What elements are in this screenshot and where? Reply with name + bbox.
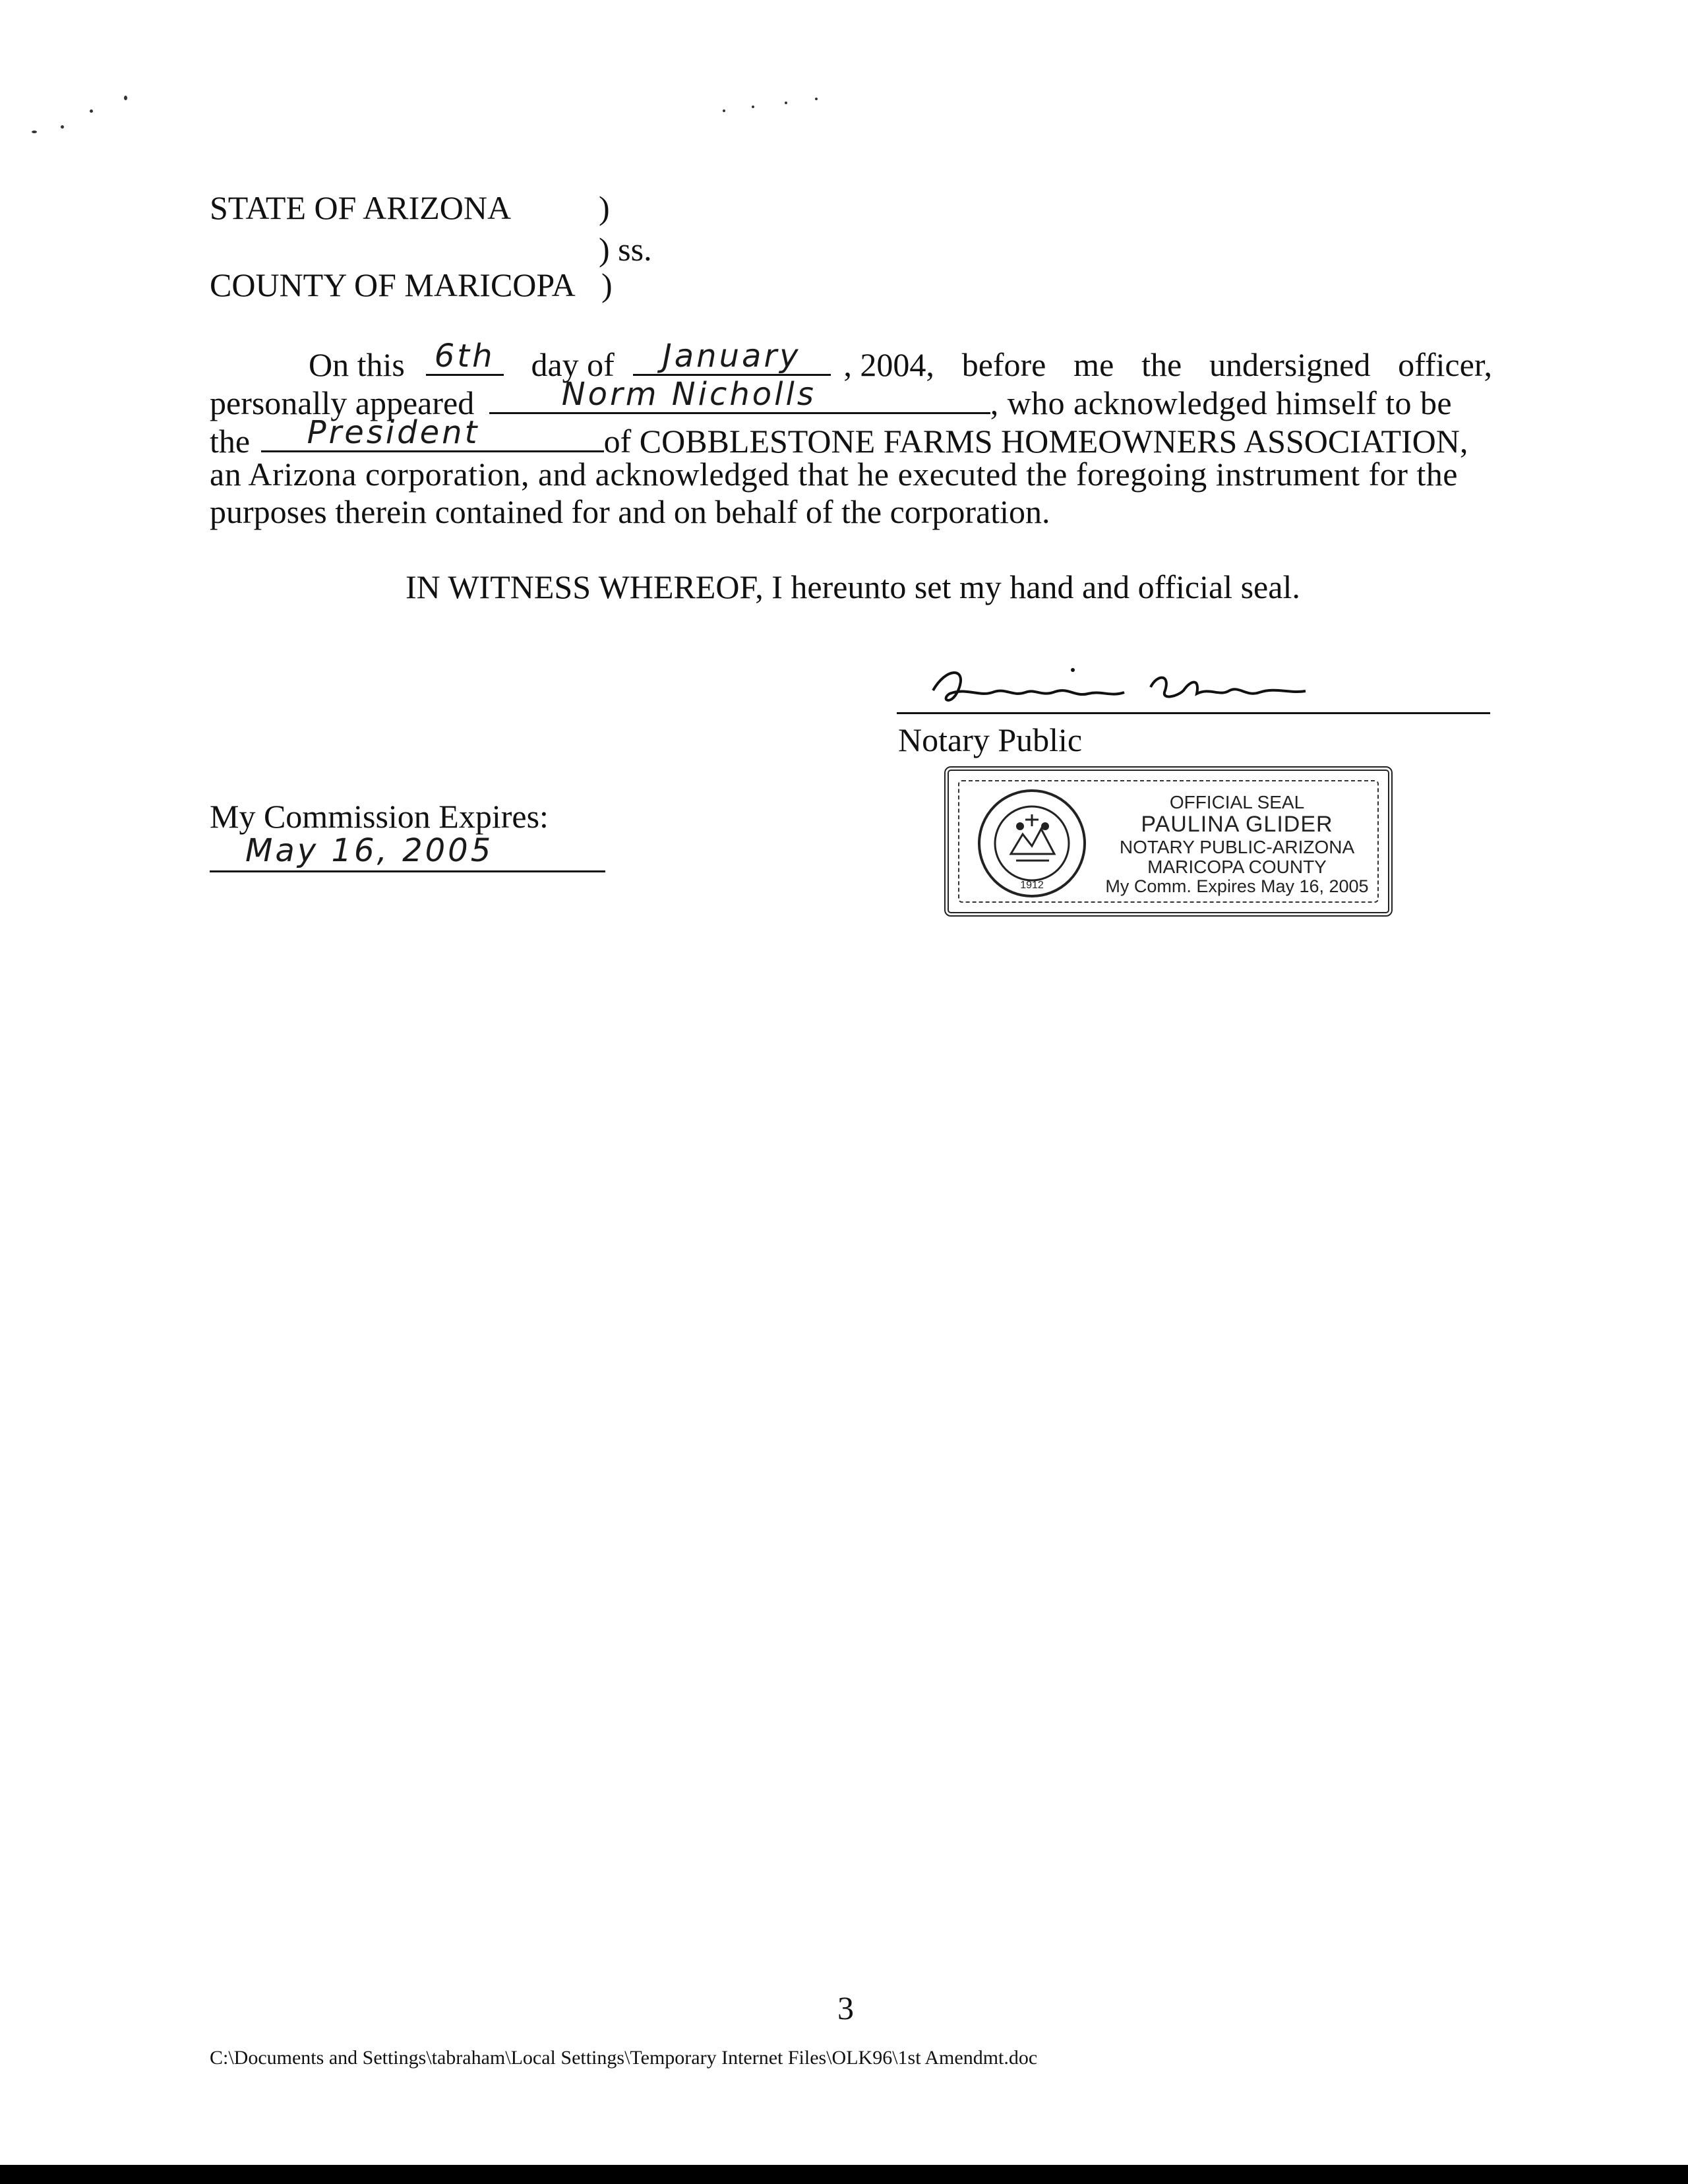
text-before: before (961, 346, 1046, 383)
scan-speck (90, 109, 93, 113)
name-handwritten: Norm Nicholls (561, 376, 816, 413)
scan-speck (785, 102, 787, 104)
month-handwritten: January (662, 338, 801, 375)
day-blank (426, 340, 504, 376)
scan-speck (723, 109, 725, 112)
text-the: the (1141, 346, 1182, 383)
seal-notary-name: PAULINA GLIDER (1141, 812, 1333, 837)
seal-title: OFFICIAL SEAL (1169, 792, 1305, 812)
svg-text:1912: 1912 (1020, 880, 1044, 891)
text-of-association: of COBBLESTONE FARMS HOMEOWNERS ASSOCIATION, (603, 423, 1468, 460)
venue-state: STATE OF ARIZONA (210, 189, 512, 226)
seal-expiration: My Comm. Expires May 16, 2005 (1105, 876, 1369, 896)
notary-seal-stamp (944, 766, 1393, 917)
venue-ss: ) ss. (599, 231, 652, 268)
text-undersigned: undersigned (1209, 346, 1371, 383)
acknowledgment-line-2 (210, 376, 1492, 421)
venue-paren: ) (601, 266, 613, 303)
text-on-this: On this (309, 346, 405, 383)
signature-scribble (920, 661, 1329, 713)
scan-speck (124, 96, 127, 100)
seal-county: MARICOPA COUNTY (1147, 857, 1327, 877)
acknowledgment-line-1 (210, 338, 1492, 383)
scan-bottom-edge (0, 2165, 1688, 2184)
commission-expires-label: My Commission Expires: (210, 798, 549, 835)
scan-speck (61, 125, 64, 129)
venue-paren: ) (599, 189, 610, 226)
arizona-state-seal-icon (977, 788, 1087, 899)
text-the: the (210, 423, 251, 460)
text-personally-appeared: personally appeared (210, 384, 475, 421)
text-day-of: day of (531, 346, 615, 383)
signature-line (897, 712, 1490, 714)
commission-date-handwritten: May 16, 2005 (245, 832, 494, 869)
title-handwritten: President (307, 414, 480, 451)
commission-date-line (210, 870, 605, 872)
notary-public-label: Notary Public (898, 721, 1083, 758)
scan-speck (815, 98, 818, 100)
seal-notary-state: NOTARY PUBLIC-ARIZONA (1119, 837, 1355, 857)
acknowledgment-line-3 (210, 414, 1492, 460)
scan-speck (32, 131, 37, 133)
name-blank (489, 378, 990, 414)
text-me: me (1073, 346, 1114, 383)
witness-statement: IN WITNESS WHEREOF, I hereunto set my hand and official seal. (406, 568, 1300, 605)
acknowledgment-line-5: purposes therein contained for and on behalf of the corporation. (210, 493, 1050, 530)
title-blank (261, 416, 604, 452)
scan-speck (752, 106, 754, 108)
day-handwritten: 6th (434, 338, 495, 375)
text-officer: officer, (1398, 346, 1492, 383)
venue-county: COUNTY OF MARICOPA (210, 266, 576, 303)
footer-file-path: C:\Documents and Settings\tabraham\Local Settings\Temporary Internet Files\OLK96\1st Amendmt.doc (210, 2047, 1038, 2069)
month-blank (633, 340, 831, 376)
text-year: , 2004, (843, 346, 934, 383)
page-number: 3 (837, 1989, 854, 2026)
text-who-acknowledged: , who acknowledged himself to be (990, 384, 1453, 421)
acknowledgment-line-4: an Arizona corporation, and acknowledged that he executed the foregoing instrument for the (210, 456, 1458, 493)
